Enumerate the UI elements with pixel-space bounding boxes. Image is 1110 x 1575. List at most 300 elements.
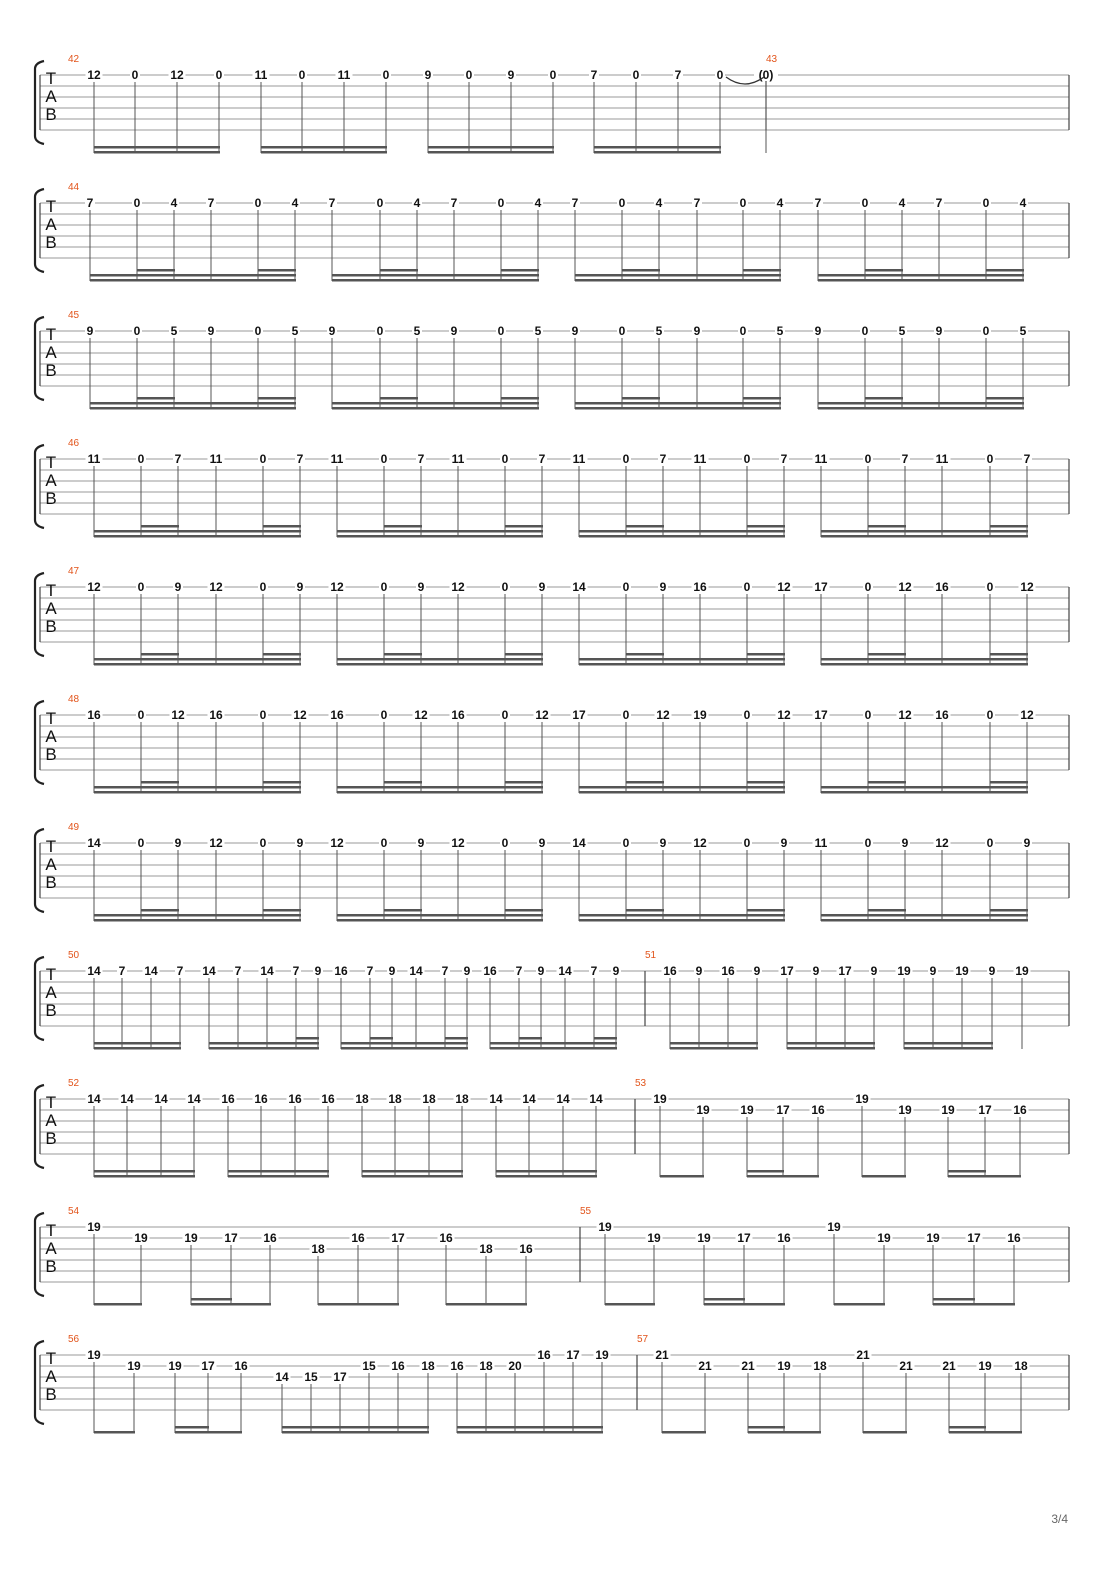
fret-number: 12 [656,708,670,722]
fret-number: 21 [856,1348,870,1362]
fret-number: 12 [898,580,912,594]
beam-secondary [579,530,785,533]
fret-number: 19 [87,1348,101,1362]
fret-number: 14 [202,964,216,978]
beam-tertiary [505,653,543,656]
fret-number: 16 [87,708,101,722]
beam-primary [337,791,543,794]
fret-number: 9 [86,324,94,338]
beam-primary [191,1303,271,1306]
fret-number: 0 [259,708,267,722]
measure-number: 55 [580,1206,592,1217]
beam-secondary [821,530,1028,533]
fret-number: 16 [209,708,223,722]
fret-number: 0 [380,708,388,722]
beam-primary [318,1303,399,1306]
tab-clef-letter: A [45,727,57,746]
fret-number: 7 [901,452,909,466]
beam-primary [175,1431,242,1434]
beam-primary [660,1175,704,1178]
beam-secondary [579,914,785,917]
fret-number: 12 [170,68,184,82]
beam-tertiary [501,397,539,400]
beam-secondary [748,1426,785,1429]
tab-system [35,438,1069,538]
fret-number: 9 [780,836,788,850]
fret-number: 0 [380,452,388,466]
fret-number: 19 [127,1359,141,1373]
measure-number: 54 [68,1206,80,1217]
beam-secondary [337,658,543,661]
tab-clef-letter: A [45,855,57,874]
fret-number: 14 [556,1092,570,1106]
beam-secondary [337,530,543,533]
tab-clef-letter: T [45,453,57,472]
fret-number: 12 [777,708,791,722]
fret-number: 4 [170,196,178,210]
fret-number: 14 [87,836,101,850]
beam-tertiary [747,653,785,656]
fret-number: 11 [814,836,828,850]
beam-tertiary [990,653,1028,656]
fret-number: 9 [417,580,425,594]
fret-number: 9 [328,324,336,338]
fret-number: 0 [864,580,872,594]
beam-secondary [821,658,1028,661]
measure-number: 45 [68,310,80,321]
beam-secondary [821,914,1028,917]
tab-clef-letter: A [45,1239,57,1258]
fret-number: 16 [1013,1103,1027,1117]
fret-number: 4 [291,196,299,210]
fret-number: 17 [566,1348,580,1362]
fret-number: 14 [522,1092,536,1106]
beam-tertiary [990,909,1028,912]
beam-secondary [90,402,296,405]
fret-number: 9 [988,964,996,978]
fret-number: 9 [507,68,515,82]
beam-secondary [261,146,387,149]
measure-number: 50 [68,950,80,961]
beam-tertiary [505,781,543,784]
fret-number: 7 [659,452,667,466]
tab-clef-letter: A [45,1367,57,1386]
fret-number: 0 [259,580,267,594]
beam-secondary [209,1042,319,1045]
fret-number: 9 [753,964,761,978]
fret-number: 12 [414,708,428,722]
fret-number: 14 [589,1092,603,1106]
fret-number: 16 [721,964,735,978]
fret-number: 0 [716,68,724,82]
tab-clef-letter: A [45,471,57,490]
fret-number: 0 [632,68,640,82]
beam-tertiary [626,781,664,784]
tab-clef-letter: B [45,1129,57,1148]
tab-clef-letter: A [45,215,57,234]
fret-number: 5 [776,324,784,338]
measure-number: 42 [68,54,80,65]
beam-tertiary [505,909,543,912]
beam-primary [457,1431,603,1434]
fret-number: 0 [986,708,994,722]
fret-number: 14 [260,964,274,978]
measure-number: 43 [766,54,778,65]
tab-system [35,1334,1069,1434]
beam-tertiary [990,781,1028,784]
beam-primary [94,1431,135,1434]
beam-primary [933,1303,1015,1306]
fret-number: 19 [696,1103,710,1117]
beam-primary [904,1047,993,1050]
tab-clef-letter: T [45,325,57,344]
fret-number: 19 [87,1220,101,1234]
fret-number: 12 [1020,708,1034,722]
fret-number: 7 [814,196,822,210]
fret-number: 7 [234,964,242,978]
beam-tertiary [141,525,179,528]
fret-number: 17 [572,708,586,722]
fret-number: 19 [941,1103,955,1117]
fret-number: 12 [777,580,791,594]
fret-number: 0 [861,324,869,338]
fret-number: 9 [296,580,304,594]
beam-primary [337,663,543,666]
fret-number: 9 [695,964,703,978]
tab-clef-letter: B [45,1385,57,1404]
beam-tertiary [519,1037,542,1040]
beam-primary [337,919,543,922]
beam-secondary [747,1170,784,1173]
fret-number: 5 [655,324,663,338]
beam-primary [862,1175,906,1178]
fret-number: 19 [653,1092,667,1106]
beam-tertiary [747,909,785,912]
fret-number: 0 [376,324,384,338]
fret-number: 17 [814,708,828,722]
fret-number: 0 [861,196,869,210]
fret-number: 5 [1019,324,1027,338]
fret-number: 16 [519,1242,533,1256]
fret-number: 16 [537,1348,551,1362]
fret-number: 9 [388,964,396,978]
fret-number: 0 [497,196,505,210]
beam-tertiary [258,397,296,400]
fret-number: 12 [330,836,344,850]
fret-number: 0 [380,836,388,850]
fret-number: 11 [87,452,101,466]
tab-system [35,1078,1069,1178]
beam-tertiary [743,269,781,272]
fret-number: 18 [388,1092,402,1106]
fret-number: 21 [698,1359,712,1373]
fret-number: 17 [814,580,828,594]
beam-tertiary [986,397,1024,400]
fret-number: 9 [424,68,432,82]
fret-number: 0 [622,836,630,850]
beam-primary [94,1175,195,1178]
fret-number: 19 [168,1359,182,1373]
beam-tertiary [868,653,906,656]
fret-number: 12 [451,836,465,850]
fret-number: 0 [743,580,751,594]
fret-number: 18 [355,1092,369,1106]
fret-number: 16 [777,1231,791,1245]
beam-primary [575,279,781,282]
tab-system [35,950,1069,1050]
measure-number: 46 [68,438,80,449]
fret-number: 7 [207,196,215,210]
beam-tertiary [865,397,903,400]
fret-number: 19 [740,1103,754,1117]
fret-number: 7 [590,964,598,978]
fret-number: 12 [209,580,223,594]
beam-secondary [362,1170,463,1173]
fret-number: 12 [535,708,549,722]
beam-tertiary [370,1037,393,1040]
beam-tertiary [296,1037,319,1040]
beam-tertiary [380,397,418,400]
beam-primary [490,1047,617,1050]
fret-number: 0 [259,452,267,466]
beam-primary [94,919,301,922]
fret-number: 16 [935,708,949,722]
fret-number: 18 [422,1092,436,1106]
beam-secondary [341,1042,468,1045]
fret-number: 7 [118,964,126,978]
fret-number: 0 [743,836,751,850]
beam-primary [90,407,296,410]
fret-number: 19 [598,1220,612,1234]
fret-number: 0 [739,324,747,338]
tab-clef-letter: T [45,837,57,856]
beam-secondary [579,658,785,661]
fret-number: 0 [254,196,262,210]
fret-number: 14 [572,836,586,850]
fret-number: 9 [537,964,545,978]
tab-clef-letter: T [45,197,57,216]
fret-number: 16 [391,1359,405,1373]
tab-clef-letter: B [45,105,57,124]
fret-number: 19 [855,1092,869,1106]
beam-secondary [282,1426,429,1429]
beam-tertiary [384,909,422,912]
fret-number: 0 [376,196,384,210]
beam-primary [94,1303,142,1306]
fret-number: 9 [296,836,304,850]
fret-number: 9 [659,580,667,594]
fret-number: 17 [201,1359,215,1373]
beam-primary [341,1047,468,1050]
tab-clef-letter: A [45,343,57,362]
measure-number: 44 [68,182,80,193]
fret-number: 16 [483,964,497,978]
beam-primary [337,535,543,538]
tab-system [35,566,1069,666]
fret-number: 16 [221,1092,235,1106]
fret-number: 19 [1015,964,1029,978]
fret-number: 0 [497,324,505,338]
fret-number: 18 [479,1359,493,1373]
fret-number: 16 [693,580,707,594]
beam-primary [821,791,1028,794]
fret-number: 16 [935,580,949,594]
beam-secondary [191,1298,232,1301]
fret-number: 0 [137,580,145,594]
beam-tertiary [137,397,175,400]
fret-number: 19 [955,964,969,978]
fret-number: 0 [137,708,145,722]
fret-number: 16 [254,1092,268,1106]
fret-number: 5 [534,324,542,338]
tab-clef-letter: T [45,69,57,88]
beam-primary [228,1175,329,1178]
beam-tertiary [445,1037,468,1040]
fret-number: 18 [311,1242,325,1256]
fret-number: 0 [986,452,994,466]
fret-number: 0 [501,452,509,466]
fret-number: 7 [292,964,300,978]
beam-primary [834,1303,885,1306]
fret-number: 11 [814,452,828,466]
beam-secondary [332,402,539,405]
beam-primary [818,407,1024,410]
fret-number: 17 [224,1231,238,1245]
fret-number: 11 [572,452,586,466]
fret-number: 17 [391,1231,405,1245]
fret-number: 19 [827,1220,841,1234]
fret-number: 18 [1014,1359,1028,1373]
fret-number: 7 [571,196,579,210]
beam-tertiary [622,269,660,272]
beam-primary [332,279,539,282]
beam-secondary [818,274,1024,277]
fret-number: 19 [978,1359,992,1373]
fret-number: 19 [647,1231,661,1245]
tab-clef-letter: B [45,489,57,508]
fret-number: 5 [413,324,421,338]
beam-secondary [228,1170,329,1173]
beam-secondary [579,786,785,789]
fret-number: 16 [439,1231,453,1245]
beam-tertiary [747,525,785,528]
beam-primary [787,1047,875,1050]
fret-number: 4 [898,196,906,210]
beam-tertiary [141,781,179,784]
tab-system [35,822,1069,922]
fret-number: 12 [293,708,307,722]
fret-number: 0 [618,324,626,338]
beam-tertiary [594,1037,617,1040]
fret-number: 7 [366,964,374,978]
fret-number: 16 [234,1359,248,1373]
beam-secondary [94,786,301,789]
beam-primary [94,1047,181,1050]
fret-number: 19 [897,964,911,978]
tab-system [35,182,1069,282]
fret-number: 14 [409,964,423,978]
fret-number: 19 [595,1348,609,1362]
fret-number: 0 [622,708,630,722]
tab-clef-letter: B [45,873,57,892]
fret-number: 19 [877,1231,891,1245]
fret-number: 14 [120,1092,134,1106]
beam-secondary [575,402,781,405]
beam-primary [446,1303,527,1306]
beam-tertiary [626,525,664,528]
fret-number: 11 [337,68,351,82]
tab-clef-letter: A [45,983,57,1002]
fret-number: 0 [380,580,388,594]
beam-tertiary [868,525,906,528]
fret-number: 19 [697,1231,711,1245]
tab-clef-letter: B [45,1257,57,1276]
fret-number: 19 [134,1231,148,1245]
beam-tertiary [986,269,1024,272]
tab-clef-letter: A [45,1111,57,1130]
fret-number: 9 [571,324,579,338]
beam-primary [949,1431,1022,1434]
fret-number: 0 [465,68,473,82]
beam-secondary [670,1042,758,1045]
fret-number: 9 [450,324,458,338]
tab-system [35,310,1069,410]
beam-primary [948,1175,1021,1178]
fret-number: 16 [330,708,344,722]
beam-secondary [337,914,543,917]
fret-number: 7 [1023,452,1031,466]
fret-number: 0 [743,708,751,722]
fret-number: 16 [663,964,677,978]
fret-number: 12 [935,836,949,850]
tab-clef-letter: B [45,745,57,764]
fret-number: 0 [501,708,509,722]
fret-number: 14 [489,1092,503,1106]
fret-number: 17 [967,1231,981,1245]
beam-primary [662,1431,706,1434]
fret-number: 15 [304,1370,318,1384]
fret-number: 9 [901,836,909,850]
measure-number: 51 [645,950,657,961]
fret-number: 18 [479,1242,493,1256]
fret-number: 14 [154,1092,168,1106]
fret-number: 11 [935,452,949,466]
beam-secondary [175,1426,209,1429]
fret-number: 19 [926,1231,940,1245]
fret-number: 0 [622,580,630,594]
tab-system [35,54,1069,154]
fret-number: 0 [618,196,626,210]
fret-number: 16 [451,708,465,722]
fret-number: 21 [655,1348,669,1362]
fret-number: 0 [864,836,872,850]
fret-number: 7 [590,68,598,82]
fret-number: 0 [982,324,990,338]
beam-primary [94,791,301,794]
beam-primary [94,663,301,666]
fret-number: 11 [693,452,707,466]
fret-number: 7 [780,452,788,466]
beam-primary [821,663,1028,666]
fret-number: 9 [463,964,471,978]
beam-secondary [933,1298,975,1301]
fret-number: 9 [612,964,620,978]
fret-number: 11 [209,452,223,466]
beam-tertiary [258,269,296,272]
beam-primary [863,1431,907,1434]
fret-number: 0 [864,708,872,722]
tab-clef-letter: A [45,87,57,106]
